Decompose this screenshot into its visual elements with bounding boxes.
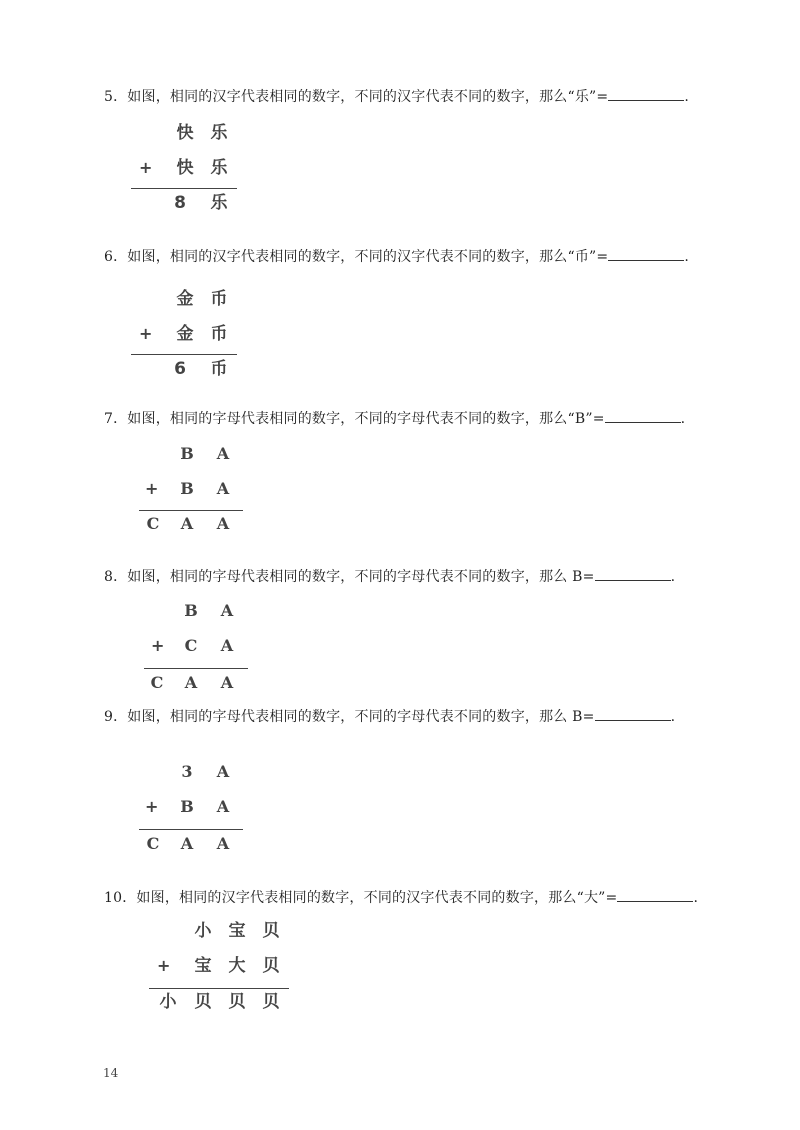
eq6-sum-line	[131, 354, 237, 355]
eq5-result-tens: 8	[174, 193, 186, 213]
eq10-row1-hundreds: 小	[194, 921, 212, 941]
page-number: 14	[103, 1066, 119, 1080]
question-6-text: 6．如图，相同的汉字代表相同的数字，不同的汉字代表不同的数字，那么“币”=	[104, 249, 609, 265]
eq8-row2-ones: A	[220, 636, 234, 655]
eq8-row2-tens: C	[184, 636, 198, 655]
eq6-result-ones: 币	[210, 359, 228, 379]
eq9-result-tens: A	[180, 834, 194, 853]
eq8-row1-ones: A	[220, 601, 234, 620]
answer-blank-5[interactable]	[608, 88, 684, 101]
eq8-result-tens: A	[184, 673, 198, 692]
eq5-row1-ones: 乐	[210, 123, 228, 143]
eq10-row2-tens: 大	[228, 956, 246, 976]
eq9-result-hundreds: C	[146, 834, 160, 853]
eq9-row1-tens: 3	[181, 762, 193, 781]
question-5-text: 5．如图，相同的汉字代表相同的数字，不同的汉字代表不同的数字，那么“乐”=	[104, 89, 609, 105]
eq6-row2-ones: 币	[210, 324, 228, 344]
eq6-row1-tens: 金	[176, 289, 194, 309]
eq9-row2-tens: B	[180, 797, 194, 816]
eq5-sum-line	[131, 188, 237, 189]
eq7-sum-line	[139, 510, 243, 511]
eq10-result-tens: 贝	[228, 992, 246, 1012]
eq10-result-thousands: 小	[159, 992, 177, 1012]
eq10-row1-ones: 贝	[262, 921, 280, 941]
eq7-result-tens: A	[180, 514, 194, 533]
eq7-row2-tens: B	[180, 479, 194, 498]
eq10-result-ones: 贝	[262, 992, 280, 1012]
eq7-row1-tens: B	[180, 444, 194, 463]
question-9-text: 9．如图，相同的字母代表相同的数字，不同的字母代表不同的数字，那么 B=	[104, 709, 595, 725]
eq6-row1-ones: 币	[210, 289, 228, 309]
answer-blank-10[interactable]	[617, 889, 693, 902]
eq10-row1-tens: 宝	[228, 921, 246, 941]
eq10-result-hundreds: 贝	[194, 992, 212, 1012]
eq5-row2-tens: 快	[176, 158, 194, 178]
question-7: 7．如图，相同的字母代表相同的数字，不同的字母代表不同的数字，那么“B”= .	[104, 411, 686, 427]
eq5-result-ones: 乐	[210, 193, 228, 213]
eq10-plus-sign: +	[157, 956, 171, 975]
question-7-text: 7．如图，相同的字母代表相同的数字，不同的字母代表不同的数字，那么“B”=	[104, 411, 605, 427]
eq7-row1-ones: A	[216, 444, 230, 463]
eq9-sum-line	[139, 829, 243, 830]
question-8: 8．如图，相同的字母代表相同的数字，不同的字母代表不同的数字，那么 B= .	[104, 569, 676, 585]
question-5: 5．如图，相同的汉字代表相同的数字，不同的汉字代表不同的数字，那么“乐”= .	[104, 89, 690, 105]
eq6-plus-sign: +	[139, 324, 153, 343]
eq6-row2-tens: 金	[176, 324, 194, 344]
answer-blank-7[interactable]	[605, 410, 681, 423]
eq6-result-tens: 6	[174, 359, 186, 379]
eq7-row2-ones: A	[216, 479, 230, 498]
eq9-result-ones: A	[216, 834, 230, 853]
eq7-result-hundreds: C	[146, 514, 160, 533]
eq9-plus-sign: +	[145, 797, 159, 816]
question-8-text: 8．如图，相同的字母代表相同的数字，不同的字母代表不同的数字，那么 B=	[104, 569, 595, 585]
question-6: 6．如图，相同的汉字代表相同的数字，不同的汉字代表不同的数字，那么“币”= .	[104, 249, 690, 265]
eq8-plus-sign: +	[151, 636, 165, 655]
eq5-row2-ones: 乐	[210, 158, 228, 178]
eq10-row2-hundreds: 宝	[194, 956, 212, 976]
answer-blank-6[interactable]	[608, 248, 684, 261]
eq9-row1-ones: A	[216, 762, 230, 781]
question-10-text: 10．如图，相同的汉字代表相同的数字，不同的汉字代表不同的数字，那么“大”=	[104, 890, 618, 906]
answer-blank-8[interactable]	[595, 568, 671, 581]
eq8-result-ones: A	[220, 673, 234, 692]
eq5-row1-tens: 快	[176, 123, 194, 143]
eq10-row2-ones: 贝	[262, 956, 280, 976]
eq7-result-ones: A	[216, 514, 230, 533]
eq7-plus-sign: +	[145, 479, 159, 498]
eq9-row2-ones: A	[216, 797, 230, 816]
answer-blank-9[interactable]	[595, 708, 671, 721]
eq8-sum-line	[144, 668, 248, 669]
eq8-result-hundreds: C	[150, 673, 164, 692]
question-9: 9．如图，相同的字母代表相同的数字，不同的字母代表不同的数字，那么 B= .	[104, 709, 676, 725]
eq8-row1-tens: B	[184, 601, 198, 620]
eq5-plus-sign: +	[139, 158, 153, 177]
question-10: 10．如图，相同的汉字代表相同的数字，不同的汉字代表不同的数字，那么“大”= .	[104, 890, 699, 906]
eq10-sum-line	[149, 988, 289, 989]
